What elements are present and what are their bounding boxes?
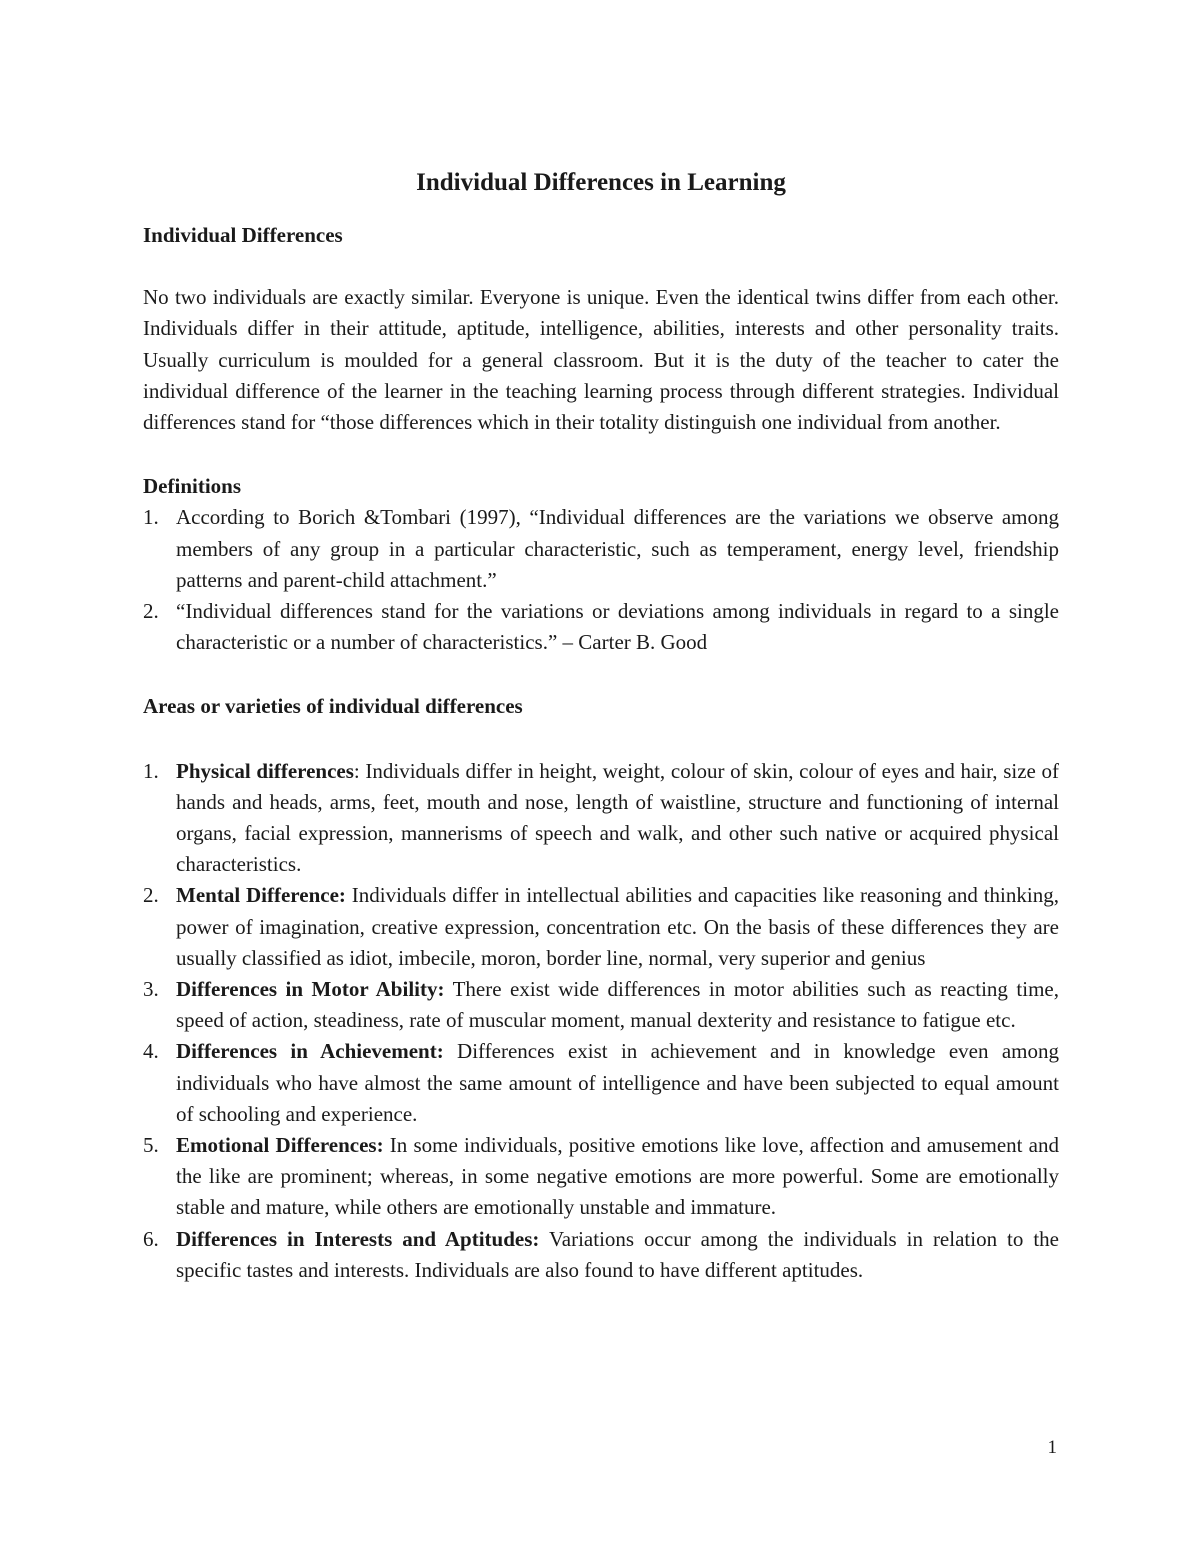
area-term: Mental Difference: <box>176 883 346 908</box>
document-title: Individual Differences in Learning <box>416 169 786 196</box>
area-term: Physical differences <box>176 758 354 783</box>
list-number: 2. <box>143 599 159 624</box>
list-number: 2. <box>143 883 159 908</box>
list-number: 6. <box>143 1226 159 1251</box>
list-number: 4. <box>143 1039 159 1064</box>
definition-text: “Individual differences stand for the variations or deviations among individuals in regard to a single characteristic or a number of characteristics.” – Carter B. Good <box>176 599 1059 655</box>
spacer <box>143 438 1059 471</box>
area-term: Differences in Achievement: <box>176 1039 444 1064</box>
section-heading-individual-differences: Individual Differences <box>143 223 343 247</box>
spacer <box>143 723 1059 756</box>
area-term: Differences in Interests and Aptitudes: <box>176 1226 540 1251</box>
section-heading-areas: Areas or varieties of individual differences <box>143 694 523 719</box>
area-text: Individuals differ in intellectual abilities and capacities like reasoning and thinking, power of imagination, creative expression, concentration etc. On the basis of these differences they are usually classified as idiot, imbecile, moron, border line, normal, very superior and genius <box>176 883 1059 970</box>
list-number: 5. <box>143 1133 159 1158</box>
section-heading-definitions: Definitions <box>143 474 242 499</box>
area-text: There exist wide differences in motor abilities such as reacting time, speed of action, steadiness, rate of muscular moment, manual dexterity and resistance to fatigue etc. <box>176 977 1059 1033</box>
area-term: Differences in Motor Ability: <box>176 977 445 1002</box>
area-item <box>143 880 1059 974</box>
area-item <box>143 974 1059 1036</box>
list-number: 3. <box>143 977 159 1002</box>
definitions-list <box>143 502 1059 658</box>
definition-text: According to Borich &Tombari (1997), “Individual differences are the variations we observe among members of any group in a particular characteristic, such as temperament, energy level, friendship patterns and parent-child attachment.” <box>176 505 1059 592</box>
intro-paragraph: No two individuals are exactly similar. Everyone is unique. Even the identical twins differ from each other. Individuals differ in their attitude, aptitude, intelligence, abilities, interests and other personality traits. Usually curriculum is moulded for a general classroom. But it is the duty of the teacher to cater the individual difference of the learner in the teaching learning process through different strategies. Individual differences stand for “those differences which in their totality distinguish one individual from another. <box>143 285 1059 435</box>
area-text: In some individuals, positive emotions like love, affection and amusement and the like are prominent; whereas, in some negative emotions are more powerful. Some are emotionally stable and mature, while others are emotionally unstable and immature. <box>176 1133 1059 1220</box>
spacer <box>143 251 1059 282</box>
area-text: Differences exist in achievement and in knowledge even among individuals who have almost the same amount of intelligence and have been subjected to equal amount of schooling and experience. <box>176 1039 1059 1126</box>
list-number: 1. <box>143 758 159 783</box>
area-item <box>143 1130 1059 1224</box>
area-item <box>143 756 1059 881</box>
areas-list <box>143 756 1059 1286</box>
page-content <box>143 166 1059 1286</box>
page-number: 1 <box>1047 1437 1057 1458</box>
spacer <box>143 658 1059 691</box>
area-item <box>143 1036 1059 1130</box>
area-item <box>143 1224 1059 1286</box>
definition-item <box>143 502 1059 596</box>
definition-item <box>143 596 1059 658</box>
list-number: 1. <box>143 505 159 530</box>
area-text: Variations occur among the individuals in relation to the specific tastes and interests. Individuals are also found to have different aptitudes. <box>176 1226 1059 1282</box>
area-text: : Individuals differ in height, weight, colour of skin, colour of eyes and hair, size of hands and heads, arms, feet, mouth and nose, length of waistline, structure and functioning of internal organs, facial expression, mannerisms of speech and walk, and other such native or acquired physical characteristics. <box>176 758 1059 877</box>
area-term: Emotional Differences: <box>176 1133 384 1158</box>
